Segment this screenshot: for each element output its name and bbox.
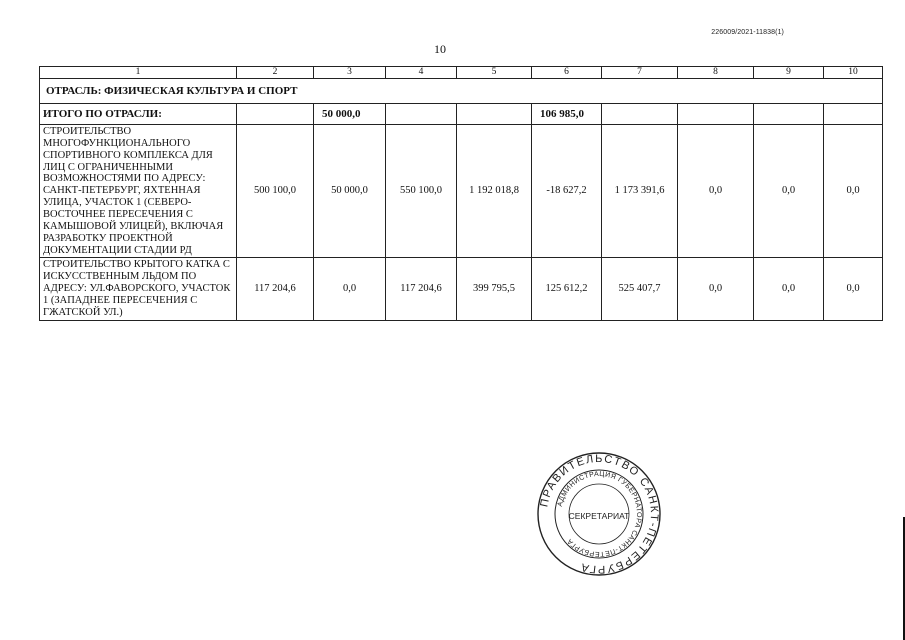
- budget-table: [39, 66, 883, 321]
- column-number: 1: [40, 67, 237, 79]
- column-number: 2: [237, 67, 314, 79]
- section-row: [40, 79, 883, 104]
- column-number: 6: [532, 67, 602, 79]
- table-cell: 0,0: [314, 258, 386, 320]
- section-title: ОТРАСЛЬ: ФИЗИЧЕСКАЯ КУЛЬТУРА И СПОРТ: [40, 79, 883, 104]
- document-id: 226009/2021-11838(1): [711, 29, 784, 36]
- table-cell: 525 407,7: [602, 258, 678, 320]
- table-cell: 0,0: [678, 125, 754, 258]
- total-cell: [602, 104, 678, 125]
- column-number: 5: [457, 67, 532, 79]
- table-cell: 0,0: [754, 125, 824, 258]
- table-cell: 1 192 018,8: [457, 125, 532, 258]
- row-label: СТРОИТЕЛЬСТВО КРЫТОГО КАТКА С ИСКУССТВЕННЫМ ЛЬДОМ ПО АДРЕСУ: УЛ.ФАВОРСКОГО, УЧАСТОК 1 (ЗАПАДНЕЕ ПЕРЕСЕЧЕНИЯ С ГЖАТСКОЙ УЛ.): [40, 258, 237, 320]
- table-cell: 117 204,6: [386, 258, 457, 320]
- table-cell: 399 795,5: [457, 258, 532, 320]
- total-label: ИТОГО ПО ОТРАСЛИ:: [40, 104, 237, 125]
- table-cell: 0,0: [754, 258, 824, 320]
- table-cell: 117 204,6: [237, 258, 314, 320]
- column-number: 10: [824, 67, 883, 79]
- total-cell: 50 000,0: [314, 104, 386, 125]
- column-number: 9: [754, 67, 824, 79]
- table-cell: 0,0: [678, 258, 754, 320]
- table-row: [40, 125, 883, 258]
- table-cell: 550 100,0: [386, 125, 457, 258]
- table-cell: 500 100,0: [237, 125, 314, 258]
- row-label: СТРОИТЕЛЬСТВО МНОГОФУНКЦИОНАЛЬНОГО СПОРТИВНОГО КОМПЛЕКСА ДЛЯ ЛИЦ С ОГРАНИЧЕННЫМИ ВОЗМОЖНОСТЯМИ ПО АДРЕСУ: САНКТ-ПЕТЕРБУРГ, ЯХТЕННАЯ УЛИЦА, УЧАСТОК 1 (СЕВЕРО-ВОСТОЧНЕЕ ПЕРЕСЕЧЕНИЯ С КАМЫШОВОЙ УЛИЦЕЙ), ВКЛЮЧАЯ РАЗРАБОТКУ ПРОЕКТНОЙ ДОКУМЕНТАЦИИ СТАДИИ РД: [40, 125, 237, 258]
- table-cell: 1 173 391,6: [602, 125, 678, 258]
- total-cell: [824, 104, 883, 125]
- stamp-center-text: СЕКРЕТАРИАТ: [568, 511, 630, 521]
- total-row: [40, 104, 883, 125]
- table-cell: 0,0: [824, 125, 883, 258]
- stamp-inner-text: АДМИНИСТРАЦИЯ ГУБЕРНАТОРА САНКТ-ПЕТЕРБУРГА: [556, 470, 643, 558]
- total-cell: [457, 104, 532, 125]
- column-number-row: [40, 67, 883, 79]
- column-number: 4: [386, 67, 457, 79]
- official-stamp: [536, 451, 662, 577]
- column-number: 3: [314, 67, 386, 79]
- stamp-outer-text: ПРАВИТЕЛЬСТВО САНКТ-ПЕТЕРБУРГА: [538, 452, 661, 576]
- total-cell: [754, 104, 824, 125]
- total-cell: [678, 104, 754, 125]
- column-number: 7: [602, 67, 678, 79]
- page-number: 10: [434, 42, 446, 56]
- table-cell: 0,0: [824, 258, 883, 320]
- total-cell: 106 985,0: [532, 104, 602, 125]
- table-cell: -18 627,2: [532, 125, 602, 258]
- total-cell: [237, 104, 314, 125]
- table-cell: 50 000,0: [314, 125, 386, 258]
- table-cell: 125 612,2: [532, 258, 602, 320]
- table-row: [40, 258, 883, 320]
- column-number: 8: [678, 67, 754, 79]
- total-cell: [386, 104, 457, 125]
